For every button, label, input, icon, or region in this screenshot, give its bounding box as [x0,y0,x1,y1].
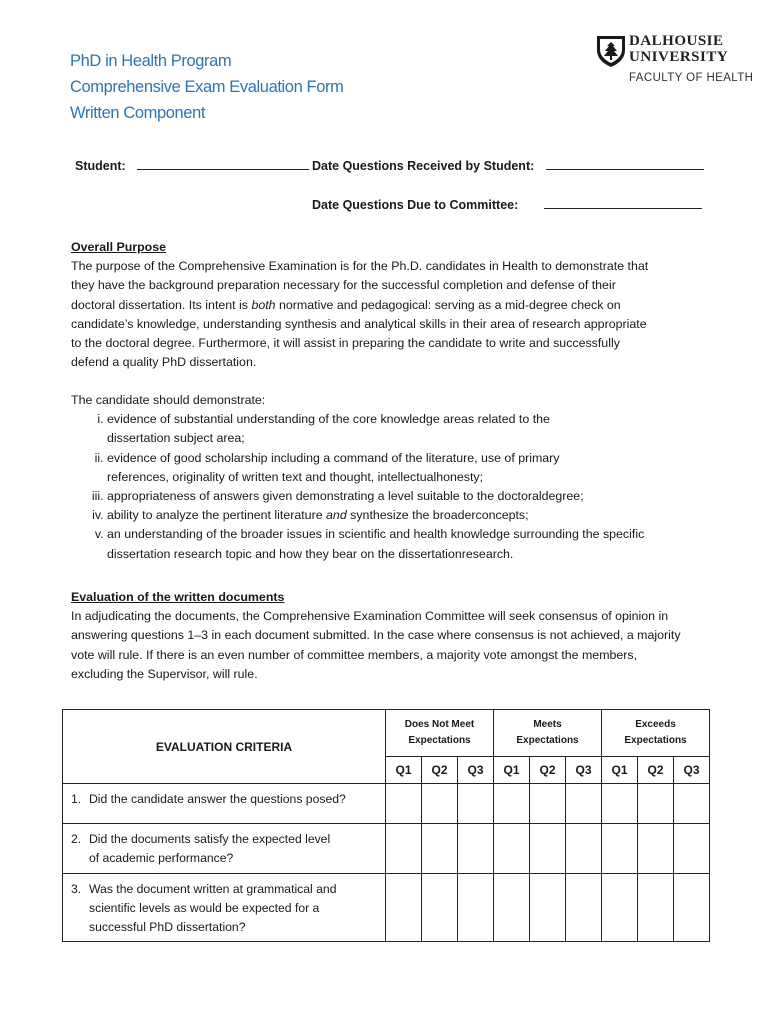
rating-cell[interactable] [638,824,674,874]
rating-cell[interactable] [602,874,638,942]
demonstrate-section [71,391,711,564]
rating-cell[interactable] [530,824,566,874]
q-header: Q2 [530,757,566,784]
table-row [63,874,710,942]
rating-cell[interactable] [566,784,602,824]
rating-cell[interactable] [422,824,458,874]
title-line-program: PhD in Health Program [70,52,232,70]
evaluation-heading: Evaluation of the written documents [71,590,285,604]
rating-cell[interactable] [638,874,674,942]
faculty-name: FACULTY OF HEALTH [629,72,754,84]
rating-cell[interactable] [458,784,494,824]
rating-cell[interactable] [422,874,458,942]
dalhousie-logo [596,32,754,88]
q-header: Q2 [638,757,674,784]
evaluation-table [62,709,710,942]
date-received-label: Date Questions Received by Student: [312,159,535,173]
criterion-2: 2. Did the documents satisfy the expected level of academic performance? [63,824,386,874]
title-line-form: Comprehensive Exam Evaluation Form [70,78,344,96]
list-item: iv. ability to analyze the pertinent literature and synthesize the broaderconcepts; [107,506,711,525]
q-header: Q3 [566,757,602,784]
q-header: Q1 [494,757,530,784]
rating-cell[interactable] [458,824,494,874]
rating-cell[interactable] [386,824,422,874]
rating-cell[interactable] [458,874,494,942]
rating-cell[interactable] [602,824,638,874]
group-does-not-meet: Does Not Meet Expectations [386,710,494,757]
criterion-1: 1. Did the candidate answer the questions posed? [63,784,386,824]
shield-crest-icon [596,34,626,68]
list-item: v. an understanding of the broader issues in scientific and health knowledge surrounding the specific dissertation research topic and how they bear on the dissertationresearch. [107,525,711,563]
rating-cell[interactable] [386,874,422,942]
university-name: DALHOUSIE UNIVERSITY [629,33,729,65]
rating-cell[interactable] [674,874,710,942]
table-row [63,784,710,824]
student-blank[interactable] [137,157,309,170]
group-meets: Meets Expectations [494,710,602,757]
rating-cell[interactable] [566,824,602,874]
date-received-blank[interactable] [546,157,704,170]
overall-purpose-section: Overall Purpose The purpose of the Comprehensive Examination is for the Ph.D. candidates in Health to demonstrate that they have the background preparation necessary for the successful completion and defense of their doctoral dissertation. Its intent is both normative and pedagogical: serving as a mid-degree check on candidate’s knowledge, understanding synthesis and analytical skills in their area of research appropriate to the doctoral degree. Furthermore, it will assist in preparing the candidate to write and successfully defend a quality PhD dissertation. [71,238,711,372]
rating-cell[interactable] [422,784,458,824]
rating-cell[interactable] [674,784,710,824]
list-item: ii. evidence of good scholarship including a command of the literature, use of primary references, originality of written text and thought, intellectualhonesty; [107,449,711,487]
student-field [75,157,309,173]
demonstrate-intro: The candidate should demonstrate: [71,393,266,407]
title-line-component: Written Component [70,104,206,122]
evaluation-section: Evaluation of the written documents In adjudicating the documents, the Comprehensive Examination Committee will seek consensus of opinion in answering questions 1–3 in each document submitted. In the case where consensus is not achieved, a majority vote will rule. If there is an even number of committee members, a majority vote amongst the members, excluding the Supervisor, will rule. [71,588,711,684]
rating-cell[interactable] [386,784,422,824]
q-header: Q2 [422,757,458,784]
date-received-field [312,157,704,173]
rating-cell[interactable] [494,784,530,824]
q-header: Q1 [386,757,422,784]
date-due-field [312,196,702,212]
rating-cell[interactable] [602,784,638,824]
list-item: i. evidence of substantial understanding of the core knowledge areas related to the dissertation subject area; [107,410,711,448]
date-due-blank[interactable] [544,196,702,209]
student-label: Student: [75,159,126,173]
rating-cell[interactable] [494,874,530,942]
criteria-header: EVALUATION CRITERIA [63,710,386,784]
q-header: Q3 [674,757,710,784]
rating-cell[interactable] [566,874,602,942]
rating-cell[interactable] [530,784,566,824]
group-exceeds: Exceeds Expectations [602,710,710,757]
overall-purpose-heading: Overall Purpose [71,240,167,254]
rating-cell[interactable] [530,874,566,942]
q-header: Q1 [602,757,638,784]
list-item: iii. appropriateness of answers given demonstrating a level suitable to the doctoraldegree; [107,487,711,506]
rating-cell[interactable] [638,784,674,824]
table-row [63,824,710,874]
q-header: Q3 [458,757,494,784]
rating-cell[interactable] [494,824,530,874]
demonstrate-list [71,410,711,564]
rating-cell[interactable] [674,824,710,874]
criterion-3: 3. Was the document written at grammatical and scientific levels as would be expected for a successful PhD dissertation? [63,874,386,942]
date-due-label: Date Questions Due to Committee: [312,198,519,212]
form-title [70,48,343,126]
